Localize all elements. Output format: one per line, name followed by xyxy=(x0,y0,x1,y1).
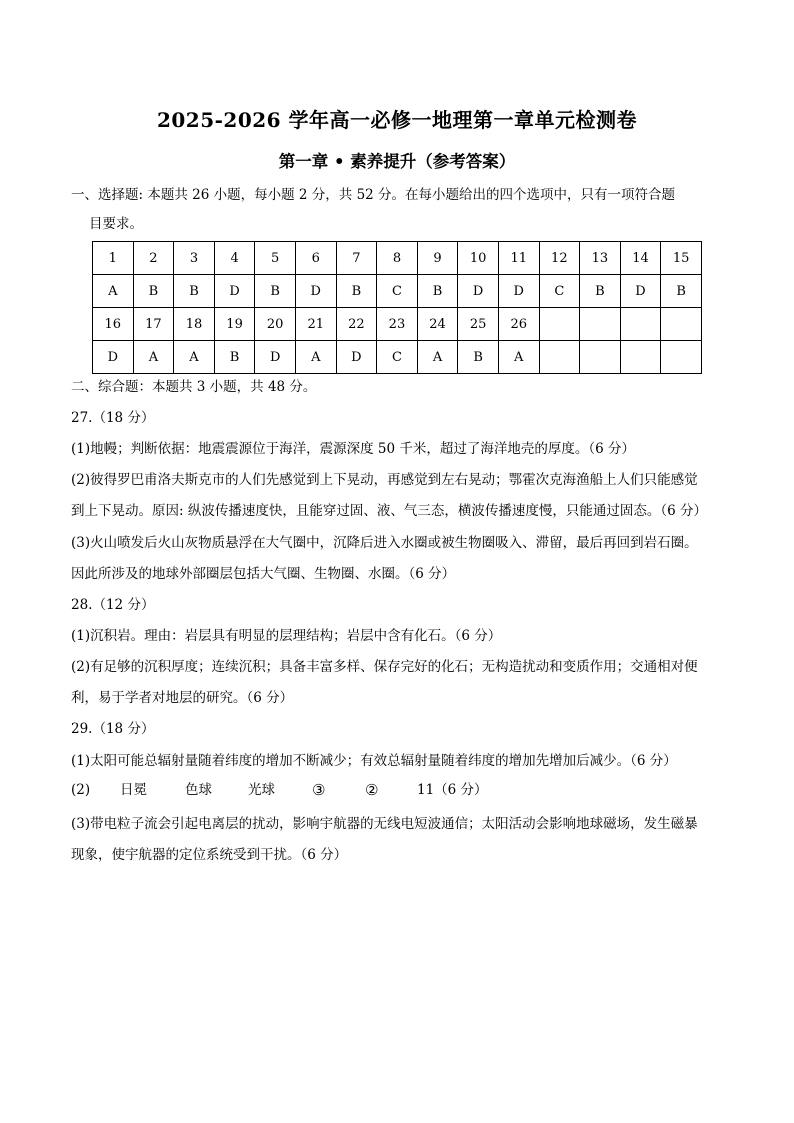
q28-part2-cont: 利，易于学者对地层的研究。（6 分） xyxy=(71,690,294,706)
answer-cell: B xyxy=(255,275,296,308)
answer-table xyxy=(92,241,702,374)
q29-part2-answer-1: 日冕 xyxy=(120,782,147,798)
answer-number-cell: 4 xyxy=(214,242,255,275)
answer-cell: A xyxy=(133,341,174,374)
answer-number-cell xyxy=(539,308,580,341)
q28-part2: (2)有足够的沉积厚度；连续沉积；具备丰富多样、保存完好的化石；无构造扰动和变质作用；交通相对便 xyxy=(71,659,698,675)
answer-number-cell: 12 xyxy=(539,242,580,275)
q29-part1: (1)太阳可能总辐射量随着纬度的增加不断减少；有效总辐射量随着纬度的增加先增加后减少。（6 分） xyxy=(71,753,677,769)
answer-number-cell: 6 xyxy=(295,242,336,275)
q27-part2: (2)彼得罗巴甫洛夫斯克市的人们先感觉到上下晃动，再感觉到左右晃动；鄂霍次克海渔船上人们只能感觉 xyxy=(71,472,698,488)
q29-part3: (3)带电粒子流会引起电离层的扰动，影响宇航器的无线电短波通信；太阳活动会影响地球磁场，发生磁暴 xyxy=(71,816,698,832)
q29-part2-answer-5: ② xyxy=(365,781,379,799)
page-title: 2025-2026 学年高一必修一地理第一章单元检测卷 xyxy=(156,108,638,132)
answer-number-cell xyxy=(580,308,621,341)
answer-cell: A xyxy=(417,341,458,374)
answer-number-cell: 22 xyxy=(336,308,377,341)
q29-part2-answer-6: 11（6 分） xyxy=(417,782,488,798)
answer-cell: D xyxy=(255,341,296,374)
answer-cell xyxy=(539,341,580,374)
q27-part2-cont: 到上下晃动。原因: 纵波传播速度快，且能穿过固、液、气三态，横波传播速度慢，只能通过固态。（6 分） xyxy=(71,503,707,519)
answer-cell: A xyxy=(93,275,134,308)
answer-number-cell: 24 xyxy=(417,308,458,341)
answer-cell: C xyxy=(377,275,418,308)
answer-number-cell xyxy=(661,308,702,341)
answer-number-cell: 11 xyxy=(498,242,539,275)
section2-heading: 二、综合题：本题共 3 小题，共 48 分。 xyxy=(71,379,317,395)
q28-label: 28.（12 分） xyxy=(71,597,155,613)
section1-heading-cont: 目要求。 xyxy=(89,216,143,232)
answer-cell xyxy=(620,341,661,374)
answer-cell: B xyxy=(661,275,702,308)
answer-number-cell: 13 xyxy=(580,242,621,275)
answer-number-cell: 8 xyxy=(377,242,418,275)
answer-number-cell: 5 xyxy=(255,242,296,275)
q27-part1: (1)地幔；判断依据：地震震源位于海洋，震源深度 50 千米，超过了海洋地壳的厚度。（6 分） xyxy=(71,441,636,457)
answer-cell: B xyxy=(417,275,458,308)
answer-cell: D xyxy=(620,275,661,308)
answer-cell: B xyxy=(133,275,174,308)
answer-cell: A xyxy=(174,341,215,374)
answer-number-cell: 19 xyxy=(214,308,255,341)
answer-cell: B xyxy=(214,341,255,374)
answer-number-cell: 23 xyxy=(377,308,418,341)
answer-number-cell: 18 xyxy=(174,308,215,341)
answer-cell: B xyxy=(458,341,499,374)
section1-heading: 一、选择题: 本题共 26 小题，每小题 2 分，共 52 分。在每小题给出的四个选项中，只有一项符合题 xyxy=(71,187,676,203)
q29-part3-cont: 现象，使宇航器的定位系统受到干扰。（6 分） xyxy=(71,847,348,863)
answer-cell: C xyxy=(377,341,418,374)
answer-cell xyxy=(661,341,702,374)
answer-number-cell: 26 xyxy=(498,308,539,341)
q29-part2-answer-4: ③ xyxy=(312,781,326,799)
answer-number-cell: 25 xyxy=(458,308,499,341)
page-subtitle: 第一章 • 素养提升（参考答案） xyxy=(278,152,516,171)
answer-table-row-numbers-1 xyxy=(93,242,702,275)
answer-table-row-answers-2 xyxy=(93,341,702,374)
answer-number-cell xyxy=(620,308,661,341)
answer-number-cell: 10 xyxy=(458,242,499,275)
answer-table-row-answers-1 xyxy=(93,275,702,308)
answer-cell: B xyxy=(580,275,621,308)
answer-cell: A xyxy=(295,341,336,374)
answer-number-cell: 15 xyxy=(661,242,702,275)
answer-number-cell: 20 xyxy=(255,308,296,341)
q29-part2-num: (2) xyxy=(71,782,91,798)
q27-part3-cont: 因此所涉及的地球外部圈层包括大气圈、生物圈、水圈。（6 分） xyxy=(71,566,456,582)
q27-part3: (3)火山喷发后火山灰物质悬浮在大气圈中，沉降后进入水圈或被生物圈吸入、滞留，最后再回到岩石圈。 xyxy=(71,535,698,551)
q29-part2-answer-3: 光球 xyxy=(248,782,275,798)
q27-label: 27.（18 分） xyxy=(71,410,155,426)
answer-cell: D xyxy=(498,275,539,308)
answer-number-cell: 7 xyxy=(336,242,377,275)
answer-number-cell: 17 xyxy=(133,308,174,341)
answer-cell: D xyxy=(458,275,499,308)
q29-label: 29.（18 分） xyxy=(71,721,155,737)
answer-number-cell: 21 xyxy=(295,308,336,341)
answer-cell: D xyxy=(214,275,255,308)
answer-number-cell: 14 xyxy=(620,242,661,275)
answer-number-cell: 9 xyxy=(417,242,458,275)
answer-cell: D xyxy=(336,341,377,374)
answer-cell: D xyxy=(93,341,134,374)
answer-table-row-numbers-2 xyxy=(93,308,702,341)
answer-cell: B xyxy=(174,275,215,308)
answer-cell: A xyxy=(498,341,539,374)
answer-cell: D xyxy=(295,275,336,308)
answer-number-cell: 2 xyxy=(133,242,174,275)
answer-number-cell: 16 xyxy=(93,308,134,341)
answer-number-cell: 3 xyxy=(174,242,215,275)
answer-cell: C xyxy=(539,275,580,308)
q28-part1: (1)沉积岩。理由：岩层具有明显的层理结构；岩层中含有化石。（6 分） xyxy=(71,628,502,644)
q29-part2-answer-2: 色球 xyxy=(185,782,212,798)
answer-cell: B xyxy=(336,275,377,308)
answer-cell xyxy=(580,341,621,374)
answer-number-cell: 1 xyxy=(93,242,134,275)
